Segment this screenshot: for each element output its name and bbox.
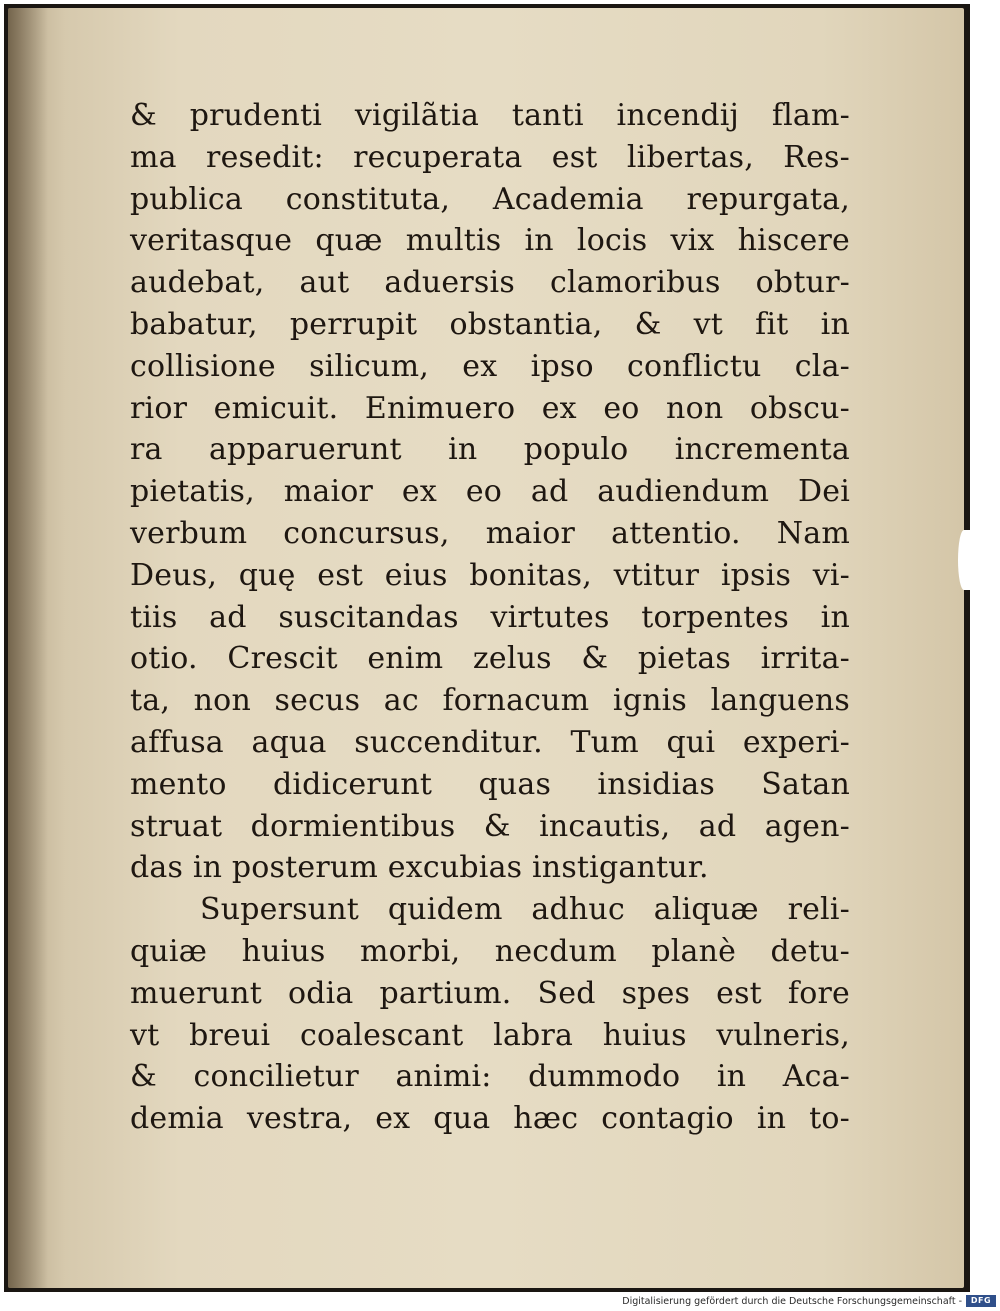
text-line: demia vestra, ex qua hæc contagio in to-	[130, 1101, 850, 1137]
text-line: veritasque quæ multis in locis vix hiscere	[130, 223, 850, 259]
paper-edge-notch	[958, 530, 970, 590]
text-line: verbum concursus, maior attentio. Nam	[130, 515, 850, 551]
text-line: struat dormientibus & incautis, ad agen-	[130, 808, 850, 844]
text-line: & prudenti vigilãtia tanti incendij flam-	[130, 98, 850, 133]
text-line: rior emicuit. Enimuero ex eo non obscu-	[130, 390, 850, 426]
text-line: affusa aqua succenditur. Tum qui experi-	[130, 724, 850, 760]
text-line: babatur, perrupit obstantia, & vt fit in	[130, 306, 850, 342]
text-line: tiis ad suscitandas virtutes torpentes in	[130, 599, 850, 635]
dfg-logo-icon: DFG	[966, 1295, 996, 1307]
paragraph-start-line: Supersunt quidem adhuc aliquæ reli-	[200, 892, 850, 928]
text-line: collisione silicum, ex ipso conflictu cla-	[130, 348, 850, 384]
text-line: Deus, quę est eius bonitas, vtitur ipsis vi-	[130, 557, 850, 593]
text-line: publica constituta, Academia repurgata,	[130, 181, 850, 217]
text-line: ma resedit: recuperata est libertas, Res-	[130, 139, 850, 175]
text-line: audebat, aut aduersis clamoribus obtur-	[130, 265, 850, 301]
text-line: das in posterum excubias instigantur.	[130, 850, 709, 886]
text-line: ra apparuerunt in populo incrementa	[130, 432, 850, 468]
digitization-footer	[0, 1292, 1000, 1311]
text-line: muerunt odia partium. Sed spes est fore	[130, 975, 850, 1011]
text-line: & concilietur animi: dummodo in Aca-	[130, 1059, 850, 1095]
text-line: mento didicerunt quas insidias Satan	[130, 766, 850, 802]
page-text	[130, 95, 850, 1140]
funding-credit: Digitalisierung gefördert durch die Deutsche Forschungsgemeinschaft -	[622, 1296, 962, 1307]
text-line: vt breui coalescant labra huius vulneris,	[130, 1017, 850, 1053]
text-line: ta, non secus ac fornacum ignis languens	[130, 683, 850, 719]
text-line: pietatis, maior ex eo ad audiendum Dei	[130, 474, 850, 510]
gutter-shadow	[8, 8, 48, 1288]
text-line: otio. Crescit enim zelus & pietas irrita-	[130, 641, 850, 677]
text-line: quiæ huius morbi, necdum planè detu-	[130, 933, 850, 969]
